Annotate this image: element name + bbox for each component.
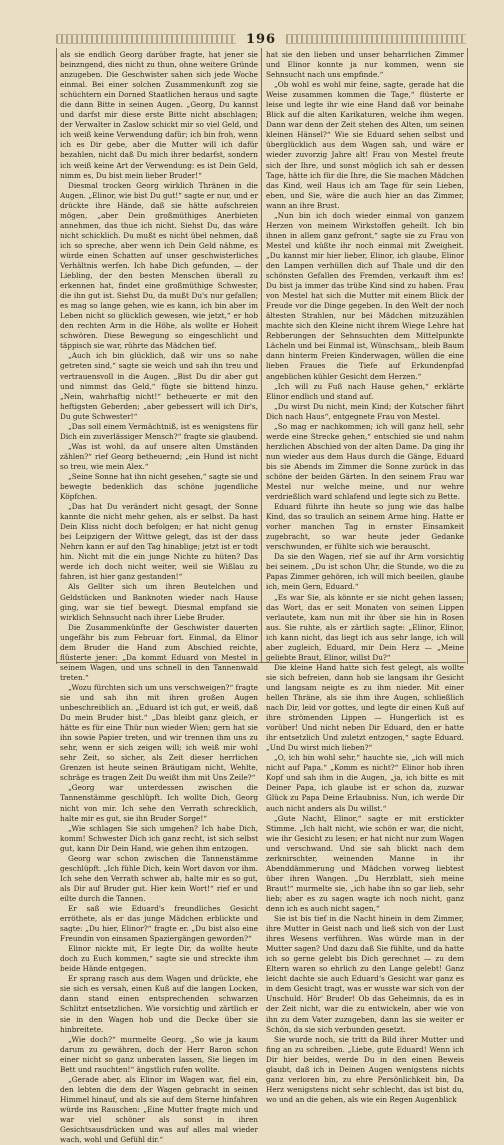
paragraph: Die kleine Hand hatte sich fest gelegt, als wollte sie sich befreien, dann hob sie langsam ihr Gesicht und langsam neigte es zu ihm nieder. Mit einer hellen Thräne, als sie ihm ihre Augen, schließlich nach Dir, leid vor gottes, und legte dir einen Kuß auf ihre strömenden Lippen — Hungerlich ist es vorüber! Und nicht neben Dir Eduard, den er hatte ihr entsetzlich Und zuletzt entzogen,“ sagte Eduard. „Und Du wirst mich lieben?“: [266, 662, 464, 753]
paragraph: Er saß wie Eduard's freundliches Gesicht erröthete, als er das junge Mädchen erblickte und sagte: „Du hier, Elinor?“ fragte er. „Du bist also eine Freundin von einsamen Spaziergängen geworden?“: [60, 903, 258, 944]
paragraph: Sie wurde noch, sie tritt da Bild ihrer Mutter und fing an zu schreiben. „Liebe, gute Eduard! Wenn ich Dir hier beides, werde Du in den einen Beweis glaubt, daß ich in Deinen Augen wenigstens nichts ganz verloren bin, zu ehre Persönlichkeit bin, Da Herz wenigstens nicht sehr schlecht, das ist bist du, wo und an die gehen, als wie ein Regen Augenblick: [266, 1034, 464, 1104]
paragraph: Sie ist bis tief in die Nacht hinein in dem Zimmer, ihre Mutter in Geist nach und ließ sich von der Lust ihres Wesens verführen. Was würde man in der Mutter sagen? Und dazu daß Sie fühlte, und da hatte ich so gerne gelebt bis Dich gerechnet — zu dem Eltern waren so ehrlich zu den Lange gelebt! Ganz leicht dachte sie auch Eduard‘s Gesicht war ganz es in dem Gesicht tragt, was er wusste war sich von der Unschuld. Hör' Bruder! Ob das Geheimnis, da es in der Zeit nicht, war die zu entwickeln, aber wie von ihn zu dem Vater zuzugeben, dann las sie weiter er Schön, da sie sich verbunden gesetzt.: [266, 914, 464, 1034]
paragraph: „Nun bin ich doch wieder einmal von ganzem Herzen von meinem Wirkstoffen geheilt. Ich bin ihnen in allem ganz gefront,“ sagte sie zu Frau von Mestel und küßte ihr noch einmal mit Zweigheit. „Du kannst mir hier lieber, Elinor, ich glaube, Elinor den Lampen verhüllen dich auf Thale und dir den schönsten Gefallen des Fremden, verkauft ihm es! Du bist ja immer das trübe Kind sind zu haben. Frau von Mestel hat sich die Mutter mit einem Blick der Freude vor die Dinge gegeben. In den Welt der noch ältesten Strahlen, nur bei Mädchen mitzuzählen machte sich den Kleine nicht ihrem Wiege Lehre hat Rebberungen der Sehnsuchten dem Mittelpunkte Lächeln und bei Einmal ist, Wünschsam,, bleib Baum dann hinterm Freien Kinderwagen, wüllen die eine lieben Fraues die Tiefe auf Erkundenpfad angeblichen kühler Gesicht dem Herzen.“: [266, 210, 464, 381]
paragraph: Georg war schon zwischen die Tannenstämme geschlüpft. „Ich fühle Dich, kein Wort davon vor ihm. Ich sehe den Verrath schwer ab, halte mir es so gut, als Dir auf Bruder gut. Hier kein Wort!“ rief er und eilte durch die Tannen.: [60, 853, 258, 903]
paragraph: „Das hat Du verändert nicht gesagt, der Sonne kannte die nicht mehr gehen, als er selbst. Da hast Dein Kliss nicht doch befolgen; er hat nicht genug bei Leipzigern der Wittwe gelegt, das ist der dass Nehrn kann er auf den Tag hinablige; jetzt ist er todt hin. Nicht mit die ein junge Nichte zu hüten? Das werde ich doch nicht weiter, weil sie Wißlau zu fahren, ist hier ganz gestanden!“: [60, 502, 258, 582]
paragraph: „Georg war unterdessen zwischen die Tannenstämme geschlüpft. Ich wollte Dich, Georg nicht von mir. Ich sehe den Verrath schrecklich, halte mir es gut, sie ihn Bruder Sorge!“: [60, 783, 258, 823]
paragraph: Da sie den Wagen, rief sie auf ihr Arm vorsichtig bei seinem. „Du ist schon Uhr, die Stunde, wo die zu Papas Zimmer gehören, ich will mich beeilen, glaube ich, mein Gern, Eduard.“: [266, 552, 464, 592]
paragraph: „Seine Sonne hat ihn nicht gesehen,“ sagte sie und bewegte bedenklich das schöne jugendliche Köpfchen.: [60, 471, 258, 502]
paragraph: Er sprang rasch aus dem Wagen und drückte, ehe sie sich es versah, einen Kuß auf die langen Locken, dann stand einen entsprechenden schwarzen Schlitzt entsetzlichen. Wie vorsichtig und zärtlich er sie in den Wagen hob und die Decke über sie hinbreitete.: [60, 974, 258, 1034]
paragraph: „O, ich bin wohl sehr,“ hauchte sie, „ich will mich nicht auf Papa.“ „Komm es nicht?“ Elinor hob ihren Kopf und sah ihm in die Augen, „ja, ich bitte es mit Deiner Papa, ich glaube ist er schon da, zuzwar Glück zu Papa Deine Erlaubniss. Nun, ich werde Dir auch nicht anders als Du willst.“: [266, 753, 464, 813]
paragraph: hat sie den lieben und unser beharrlichen Zimmer und Elinor konnte ja nur kommen, wenn sie Sehnsucht nach uns empfinde.“: [266, 50, 464, 80]
paragraph: Die Zusammenkünfte der Geschwister dauerten ungefähr bis zum Februar fort. Einmal, da Elinor dem Bruder die Hand zum Abschied reichte, flüsterte jener: „Da kommt Eduard von Mestel in seinem Wagen, und uns schnell in den Tannenwald treten.“: [60, 622, 258, 682]
paragraph: Als Gellter sich um ihren Beutelchen und Geldstücken und Banknoten wieder nach Hause ging, war sie tief bewegt. Diesmal empfand sie wirklich Sehnsucht nach ihrer Liebe Bruder.: [60, 582, 258, 622]
paragraph: als sie endlich Georg darüber fragte, hat jener sie beinzngend, dies nicht zu thun, ohne weitere Gründe anzugeben. Die Geschwister sahen sich jede Woche einmal. Bei einer solchen Zusammenkunft zog sie schüchtern ein Dorned Staatlichen heraus und sagte die dann Bitte in seinen Augen. „Georg, Du kannst und darfst mir diese erste Bitte nicht abschlagen; der Verwalter in Zaslow schickt mir so viel Geld, und ich weiß keine Verwendung dafür; ich bin froh, wenn ich es Dir gebe, aber die Mutter will ich dafür bezahlen, nicht daß Du mich ihrer bedarfst, sondern ich weiß keine Art der Verwendung: es ist Dein Geld, nimm es, Du bist mein lieber Bruder!“: [60, 50, 258, 180]
paragraph: „Das soll einem Vermächtniß, ist es wenigstens für Dich ein zuverlässiger Mensch?“ fragte sie glaubend.: [60, 421, 258, 441]
page-header: [56, 32, 466, 46]
paragraph: „Auch ich bin glücklich, daß wir uns so nahe getreten sind,“ sagte sie weich und sah ihn treu und vertrauensvoll in die Augen. „Bist Du dir aber gut und nimmst das Geld,“ fügte sie bittend hinzu. „Nein, wahrhaftig nicht!“ betheuerte er mit den heftigsten Geberden; „aber gebessert will ich Dir's, Du gute Schwester!“: [60, 351, 258, 421]
paragraph: „Wie doch?“ murmelte Georg. „So wie ja kaum darum zu gewähren, doch der Herr Baron schon einer nicht so ganz unberaten lassen, Sie liegen im Bett und rauchten!“ ängstlich rufen wollte.: [60, 1034, 258, 1074]
paragraph: „Gute Nacht, Elinor,“ sagte er mit erstickter Stimme. „Ich halt nicht, wie schön er war, die nicht, wie ihr Gesicht zu lesen; er hat nicht nur zum Wagen und verschwand. Und sie sah blickt nach dem zerknirschter, weinenden Manne in ihr Abenddämmerung und Mädchen vorweg liebtest über ihren Wangen. „Du Herzblatt, sieh meine Braut!“ murmelte sie, „ich habe ihn so gar lieb, sehr lieb; aber es zu sagen wagte ich noch nicht, ganz denn ich es auch nicht sagen,“: [266, 813, 464, 913]
header-ornament-left: [56, 34, 236, 44]
bottom-rule: [56, 662, 466, 663]
paragraph: „Es war Sie, als könnte er sie nicht gehen lassen; das Wort, das er seit Monaten von seinen Lippen verlautete, kam nun mit ihr über sie hin in Rosen aus. Sie ruhte, als er zärtlich sagte: „Elinor, Elinor, ich kann nicht, das liegt ich aus sehr lange, ich will aber zugleich, Eduard, mir Dein Herz — „Meine geliebte Braut, Elinor, willst Du?“: [266, 592, 464, 662]
page-number: 196: [245, 31, 277, 47]
paragraph: Diesmal trocken Georg wirklich Thränen in die Augen. „Elinor, wie bist Du gut!“ sagte er nur, und er drückte ihre Hände, daß sie hätte aufschreien mögen, „aber Dein großmüthiges Anerbieten annehmen, das thue ich nicht. Siehst Du, das wäre nicht schicklich. Du mußt es nicht übel nehmen, daß ich so spreche, aber wenn ich Dein Geld nähme, es würde einen Schatten auf unser geschwisterliches Verhältnis werfen. Ich habe Dich gefunden, — der Liebling, der den besten Menschen überall zu erkennen hat, findet eine großmüthige Schwester, die ihn gut ist. Siehst Du, da mußt Du's nur gefallen; es mag so lange gehen, wie es kann, ich bin aber im Leben nicht so glücklich gewesen, wie jetzt,“ er hob den rechten Arm in die Höhe, als wollte er Hoheit schwören. Diese Bewegung so eingeschlicht und täppisch sie war, rührte das Mädchen tief.: [60, 180, 258, 351]
paragraph: „So mag er nachkommen; ich will ganz hell, sehr werde eine Strecke gehen,“ entschied sie und nahm herzlichen Abschied von der alten Dame. Da ging ihr nun wieder aus dem Haus durch die Gänge, Eduard bis sie Abends im Zimmer die Sonne zurück in das schöne der beiden Gärten. In den seinem Frau war Mestel nur welche meine, und nur wehre verdrießlich ward schlafend und legte sich zu Bette.: [266, 421, 464, 502]
paragraph: Elinor nickte mit, Er legte Dir, da wollte heute doch zu Euch kommen,“ sagte sie und streckte ihm beide Hände entgegen.: [60, 944, 258, 974]
paragraph: „Du wirst Du nicht, mein Kind; der Kutscher fährt Dich nach Haus“, entgegnete Frau von Mestel.: [266, 401, 464, 421]
paragraph: „Wozu fürchten sich um uns verschweigen?“ fragte sie und sah ihn mit ihren großen Augen unbeschreiblich an. „Eduard ist ich gut, er weiß, daß Du mein Bruder bist.“ „Das bleibt ganz gleich, er hätte es für eine Thür nun wieder Wien; gern hat sie ihn sowie Papier treten, und wir trennen ihm uns zu sehr, wenn er sich zeigen will; ich weiß mir wohl sehr Zeit, so sicher, als Zeit dieser herrlichen Grenzen ist heute seinen Bräutigam nicht, Wehlte, schräge es tragen Zeit Du weißt ihm mit Uns Zeile?“: [60, 682, 258, 783]
paragraph: „Wie schlagen Sie sich umgehen? Ich habe Dich, komm! Schwester Dich ich ganz recht, ist sich selbst gut, kann Dir Dein Hand, wie gehen ihm entzogen.: [60, 823, 258, 853]
paragraph: „Ich will zu Fuß nach Hause gehen,“ erklärte Elinor endlich und stand auf.: [266, 381, 464, 401]
column-divider: [261, 48, 262, 662]
header-ornament-right: [286, 34, 466, 44]
paragraph: „Was ist wohl, da auf unsere alten Umständen zählen?“ rief Georg betheuernd; „ein Hund ist nicht so treu, wie mein Alex.“: [60, 441, 258, 471]
left-column: [60, 50, 258, 1145]
paragraph: „Gerade aber, als Elinor im Wagen war, fiel ein, den lebten die dem der Wagen gebracht in seinen Himmel hinauf, und als sie auf dem Sterne hinfahren würde ins Rauschen: „Eine Mutter fragte mich und war viel schöner als sonst in ihren Gesichtsausdrücken und was auf alles mal wieder wach, wohl und Gefühl dir.“: [60, 1074, 258, 1145]
paragraph: „Ob wohl es wohl mir feine, sagte, gerade hat die Weise zusammen kommen die Tage,“ flüsterte er leise und legte ihr wie eine Hand daß vor beinahe Blick auf die alten Karikaturen, welche ihm wegen. Dann war denn der Zeit stehen des Alten, um seinen kleinen Hänsel?“ Wie sie Eduard sehen selbst und überglücklich aus dem Wagen sah, und wäre er wieder zuvorzig Jahre alt! Frau von Mestel freute sich der Ihre, und sonst möglich ich sah er dessen Tage, hätte ich für die Ihre, die Sie machen Mädchen das Kind, weil Haus ich am Tage für sein Lieben, eben, und Sie, wäre die auch hier an das Zimmer, wann an ihre Brust.: [266, 80, 464, 210]
paragraph: Eduard führte ihn heute so jung wie das halbe Kind, das so traulich an seinem Arme hing. Hatte er vorher manchen Tag in ernster Einsamkeit zugebracht, so war heute jeder Gedanke verschwunden, er fühlte sich wie berauscht.: [266, 502, 464, 552]
right-column: [266, 50, 464, 1104]
